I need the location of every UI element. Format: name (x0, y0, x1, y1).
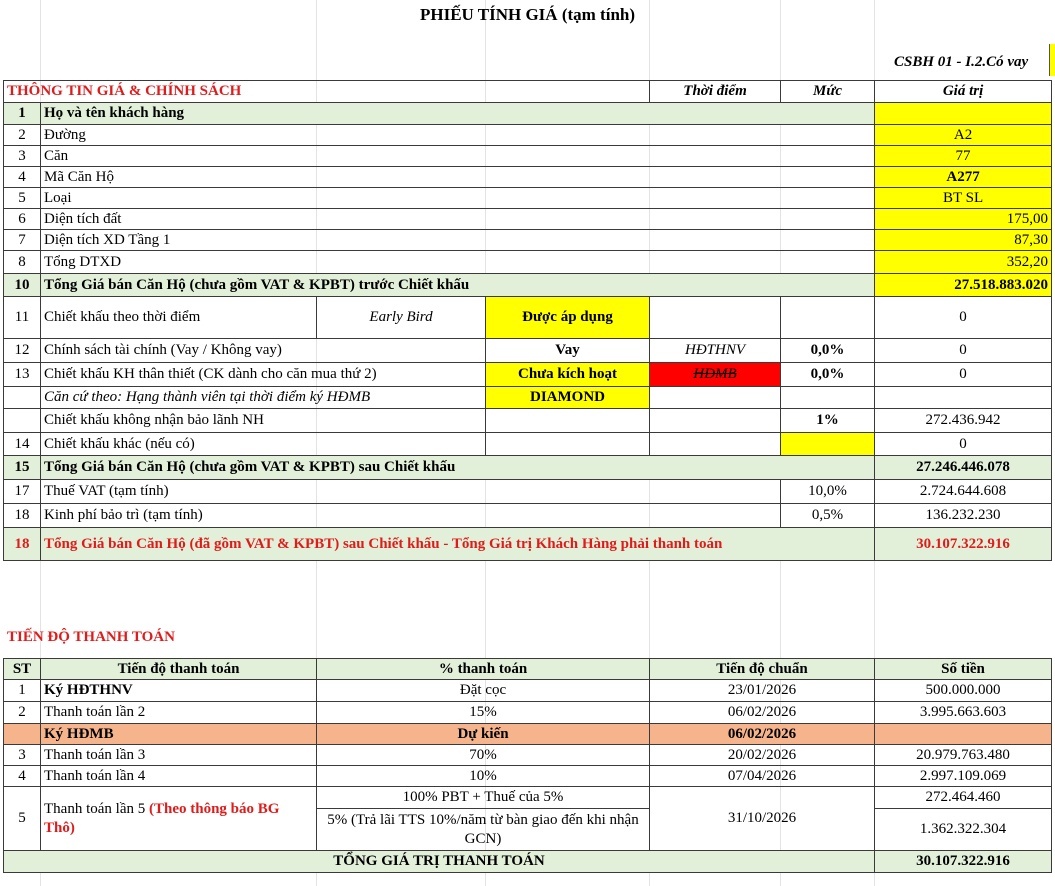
row-label: Mã Căn Hộ (41, 167, 875, 188)
row-number: 15 (4, 456, 41, 480)
empty-cell (875, 724, 1052, 745)
row-label: Diện tích XD Tầng 1 (41, 230, 875, 251)
table-row (4, 456, 1052, 480)
row-number: 3 (4, 745, 41, 766)
row-label: Chiết khấu khác (nếu có) (41, 433, 486, 456)
row-label: Tổng Giá bán Căn Hộ (chưa gồm VAT & KPBT) sau Chiết khấu (41, 456, 875, 480)
table-row (4, 363, 1052, 387)
payment-date: 23/01/2026 (650, 680, 875, 702)
table-row (4, 188, 1052, 209)
empty-cell (650, 433, 781, 456)
row-label: Chiết khấu KH thân thiết (CK dành cho căn mua thứ 2) (41, 363, 486, 387)
payment-amount: 3.995.663.603 (875, 702, 1052, 724)
row-label: Thanh toán lần 4 (41, 766, 317, 787)
empty-cell (650, 297, 781, 339)
empty-cell (875, 387, 1052, 409)
payment-date: 20/02/2026 (650, 745, 875, 766)
payment-date: 07/04/2026 (650, 766, 875, 787)
table-row (4, 480, 1052, 504)
row-label-text: Thanh toán lần 5 (44, 800, 149, 817)
header-schedule: Tiến độ thanh toán (41, 659, 317, 680)
finance-value: 0 (875, 339, 1052, 363)
discount-value: 0 (875, 297, 1052, 339)
vat-value: 2.724.644.608 (875, 480, 1052, 504)
row-number: 5 (4, 787, 41, 851)
row-number: 5 (4, 188, 41, 209)
header-st: ST (4, 659, 41, 680)
empty-cell (4, 387, 41, 409)
row-label: Loại (41, 188, 875, 209)
payment-amount: 272.464.460 (875, 787, 1052, 809)
table-row (4, 125, 1052, 146)
discount-program: Early Bird (317, 297, 486, 339)
table-row (4, 766, 1052, 787)
row-number: 8 (4, 251, 41, 274)
row-number: 17 (4, 480, 41, 504)
row-number: 14 (4, 433, 41, 456)
contract-signing-row (4, 724, 1052, 745)
row-number: 11 (4, 297, 41, 339)
row-label: Thanh toán lần 3 (41, 745, 317, 766)
price-before-discount-value: 27.518.883.020 (875, 274, 1052, 297)
row-label: Đường (41, 125, 875, 146)
total-amount: 30.107.322.916 (875, 851, 1052, 873)
payment-percent: Dự kiến (317, 724, 650, 745)
payment-date: 31/10/2026 (650, 787, 875, 851)
table-row (4, 702, 1052, 724)
grand-total-value: 30.107.322.916 (875, 528, 1052, 561)
row-number: 7 (4, 230, 41, 251)
table-row (4, 409, 1052, 433)
table-row (4, 745, 1052, 766)
row-label: Chiết khấu không nhận bảo lãnh NH (41, 409, 486, 433)
street-value: A2 (875, 125, 1052, 146)
finance-level: 0,0% (781, 339, 875, 363)
payment-percent: 70% (317, 745, 650, 766)
row-number: 18 (4, 504, 41, 528)
row-label: Tổng Giá bán Căn Hộ (đã gồm VAT & KPBT) sau Chiết khấu - Tổng Giá trị Khách Hàng phải thanh toán (41, 528, 875, 561)
loyalty-time: HĐMB (650, 363, 781, 387)
section-title: THÔNG TIN GIÁ & CHÍNH SÁCH (4, 81, 650, 103)
header-percent: % thanh toán (317, 659, 650, 680)
header-time: Thời điểm (650, 81, 781, 103)
row-label: Ký HĐMB (41, 724, 317, 745)
no-guarantee-value: 272.436.942 (875, 409, 1052, 433)
table-header-row (4, 659, 1052, 680)
empty-cell (650, 409, 781, 433)
row-label: Thanh toán lần 2 (41, 702, 317, 724)
row-label: Ký HĐTHNV (41, 680, 317, 702)
row-label: Chính sách tài chính (Vay / Không vay) (41, 339, 486, 363)
row-label: Chiết khấu theo thời điểm (41, 297, 317, 339)
table-row (4, 339, 1052, 363)
payment-amount: 2.997.109.069 (875, 766, 1052, 787)
row-number: 3 (4, 146, 41, 167)
other-discount-value: 0 (875, 433, 1052, 456)
unit-code-value: A277 (875, 167, 1052, 188)
row-label: Căn (41, 146, 875, 167)
empty-cell (650, 387, 781, 409)
row-label: Họ và tên khách hàng (41, 103, 875, 125)
vat-level: 10,0% (781, 480, 875, 504)
table-row (4, 297, 1052, 339)
finance-choice: Vay (486, 339, 650, 363)
payment-table (3, 658, 1052, 873)
row-number: 4 (4, 766, 41, 787)
discount-status: Được áp dụng (486, 297, 650, 339)
row-number: 6 (4, 209, 41, 230)
header-level: Mức (781, 81, 875, 103)
table-row (4, 230, 1052, 251)
payment-percent: 100% PBT + Thuế của 5% (317, 787, 650, 809)
policy-code: CSBH 01 - I.2.Có vay (894, 54, 1029, 70)
payment-percent: 15% (317, 702, 650, 724)
row-number: 2 (4, 702, 41, 724)
payment-date: 06/02/2026 (650, 702, 875, 724)
grand-total-row (4, 528, 1052, 561)
payment-percent: Đặt cọc (317, 680, 650, 702)
table-row (4, 103, 1052, 125)
table-row (4, 680, 1052, 702)
maintenance-level: 0,5% (781, 504, 875, 528)
payment-amount: 1.362.322.304 (875, 809, 1052, 851)
empty-cell (781, 297, 875, 339)
payment-percent: 10% (317, 766, 650, 787)
table-row (4, 167, 1052, 188)
header-amount: Số tiền (875, 659, 1052, 680)
row-number: 13 (4, 363, 41, 387)
price-info-table (3, 80, 1052, 561)
empty-cell (4, 724, 41, 745)
row-number: 1 (4, 103, 41, 125)
finance-time: HĐTHNV (650, 339, 781, 363)
table-row (4, 433, 1052, 456)
row-number: 18 (4, 528, 41, 561)
row-label: Tổng Giá bán Căn Hộ (chưa gồm VAT & KPBT) trước Chiết khấu (41, 274, 875, 297)
other-discount-input-cell (781, 433, 875, 456)
price-after-discount-value: 27.246.446.078 (875, 456, 1052, 480)
header-value: Giá trị (875, 81, 1052, 103)
table-row (4, 146, 1052, 167)
member-tier: DIAMOND (486, 387, 650, 409)
no-guarantee-level: 1% (781, 409, 875, 433)
land-area-value: 175,00 (875, 209, 1052, 230)
payment-amount: 20.979.763.480 (875, 745, 1052, 766)
loyalty-status: Chưa kích hoạt (486, 363, 650, 387)
yellow-marker (1049, 44, 1055, 76)
type-value: BT SL (875, 188, 1052, 209)
row-label: Căn cứ theo: Hạng thành viên tại thời điểm ký HĐMB (41, 387, 486, 409)
row-label: Kinh phí bảo trì (tạm tính) (41, 504, 781, 528)
table-row (4, 274, 1052, 297)
payment-amount: 500.000.000 (875, 680, 1052, 702)
maintenance-value: 136.232.230 (875, 504, 1052, 528)
payment-total-row (4, 851, 1052, 873)
table-row (4, 209, 1052, 230)
row-label (41, 787, 317, 851)
table-row (4, 387, 1052, 409)
row-note: (Theo thông báo BG Thô) (44, 800, 280, 836)
row-number: 10 (4, 274, 41, 297)
row-number: 1 (4, 680, 41, 702)
table-header-row (4, 81, 1052, 103)
row-number: 12 (4, 339, 41, 363)
row-number: 2 (4, 125, 41, 146)
row-label: Thuế VAT (tạm tính) (41, 480, 781, 504)
table-row (4, 504, 1052, 528)
page-title: PHIẾU TÍNH GIÁ (tạm tính) (419, 5, 636, 24)
row-label: Tổng DTXD (41, 251, 875, 274)
customer-name-value (875, 103, 1052, 125)
row-number: 4 (4, 167, 41, 188)
empty-cell (4, 409, 41, 433)
row-label: Diện tích đất (41, 209, 875, 230)
payment-percent: 5% (Trả lãi TTS 10%/năm từ bàn giao đến khi nhận GCN) (317, 809, 650, 851)
floor1-area-value: 87,30 (875, 230, 1052, 251)
empty-cell (486, 409, 650, 433)
unit-value: 77 (875, 146, 1052, 167)
loyalty-value: 0 (875, 363, 1052, 387)
empty-cell (486, 433, 650, 456)
table-row (4, 251, 1052, 274)
table-row (4, 787, 1052, 809)
payment-section-title: TIẾN ĐỘ THANH TOÁN (7, 629, 175, 645)
header-standard: Tiến độ chuẩn (650, 659, 875, 680)
empty-cell (781, 387, 875, 409)
payment-date: 06/02/2026 (650, 724, 875, 745)
total-area-value: 352,20 (875, 251, 1052, 274)
total-label: TỔNG GIÁ TRỊ THANH TOÁN (4, 851, 875, 873)
loyalty-level: 0,0% (781, 363, 875, 387)
